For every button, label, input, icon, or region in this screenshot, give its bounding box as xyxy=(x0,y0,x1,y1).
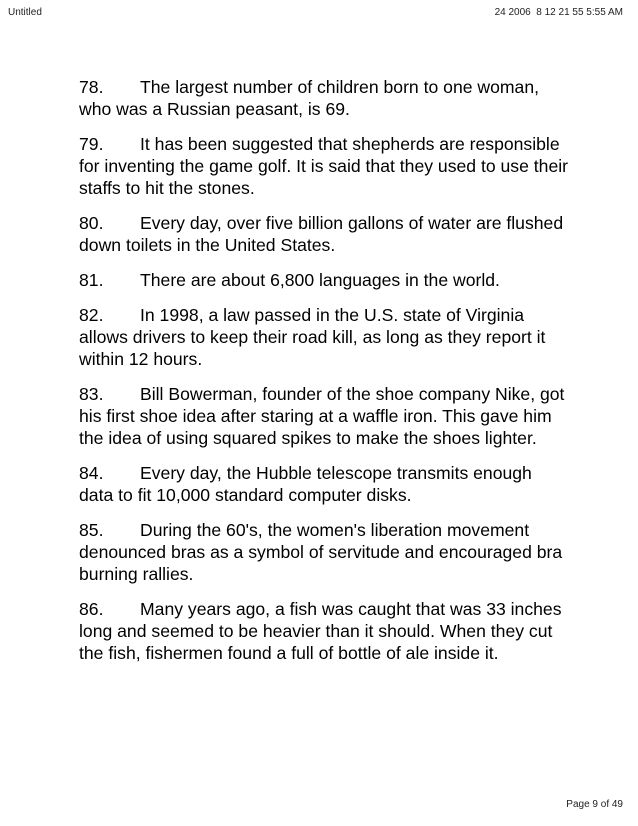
fact-item xyxy=(79,269,569,291)
fact-item xyxy=(79,304,569,370)
fact-item xyxy=(79,76,569,120)
fact-text: Bill Bowerman, founder of the shoe company Nike, got his first shoe idea after staring at a waffle iron. This gave him the idea of using squared spikes to make the shoes lighter. xyxy=(79,384,565,448)
fact-text: It has been suggested that shepherds are responsible for inventing the game golf. It is said that they used to use their staffs to hit the stones. xyxy=(79,134,568,198)
page-number: Page 9 of 49 xyxy=(566,799,623,810)
fact-text: The largest number of children born to one woman, who was a Russian peasant, is 69. xyxy=(79,77,540,119)
document-title: Untitled xyxy=(8,7,42,18)
fact-number: 84. xyxy=(79,463,104,483)
fact-text: Many years ago, a fish was caught that was 33 inches long and seemed to be heavier than it should. When they cut the fish, fishermen found a full of bottle of ale inside it. xyxy=(79,599,562,663)
fact-item xyxy=(79,462,569,506)
facts-list xyxy=(79,76,569,677)
fact-text: During the 60's, the women's liberation movement denounced bras as a symbol of servitude and encouraged bra burning rallies. xyxy=(79,520,563,584)
fact-text: There are about 6,800 languages in the world. xyxy=(140,270,500,290)
fact-number: 80. xyxy=(79,213,104,233)
fact-item xyxy=(79,383,569,449)
fact-number: 85. xyxy=(79,520,104,540)
fact-number: 82. xyxy=(79,305,104,325)
fact-item xyxy=(79,598,569,664)
fact-number: 78. xyxy=(79,77,104,97)
fact-number: 86. xyxy=(79,599,104,619)
fact-item xyxy=(79,519,569,585)
fact-item xyxy=(79,133,569,199)
fact-text: Every day, over five billion gallons of water are flushed down toilets in the United States. xyxy=(79,213,564,255)
fact-text: Every day, the Hubble telescope transmits enough data to fit 10,000 standard computer disks. xyxy=(79,463,532,505)
fact-number: 83. xyxy=(79,384,104,404)
fact-number: 79. xyxy=(79,134,104,154)
fact-item xyxy=(79,212,569,256)
fact-text: In 1998, a law passed in the U.S. state of Virginia allows drivers to keep their road kill, as long as they report it within 12 hours. xyxy=(79,305,546,369)
fact-number: 81. xyxy=(79,270,104,290)
header-datetime: 24 2006 8 12 21 55 5:55 AM xyxy=(494,7,623,18)
